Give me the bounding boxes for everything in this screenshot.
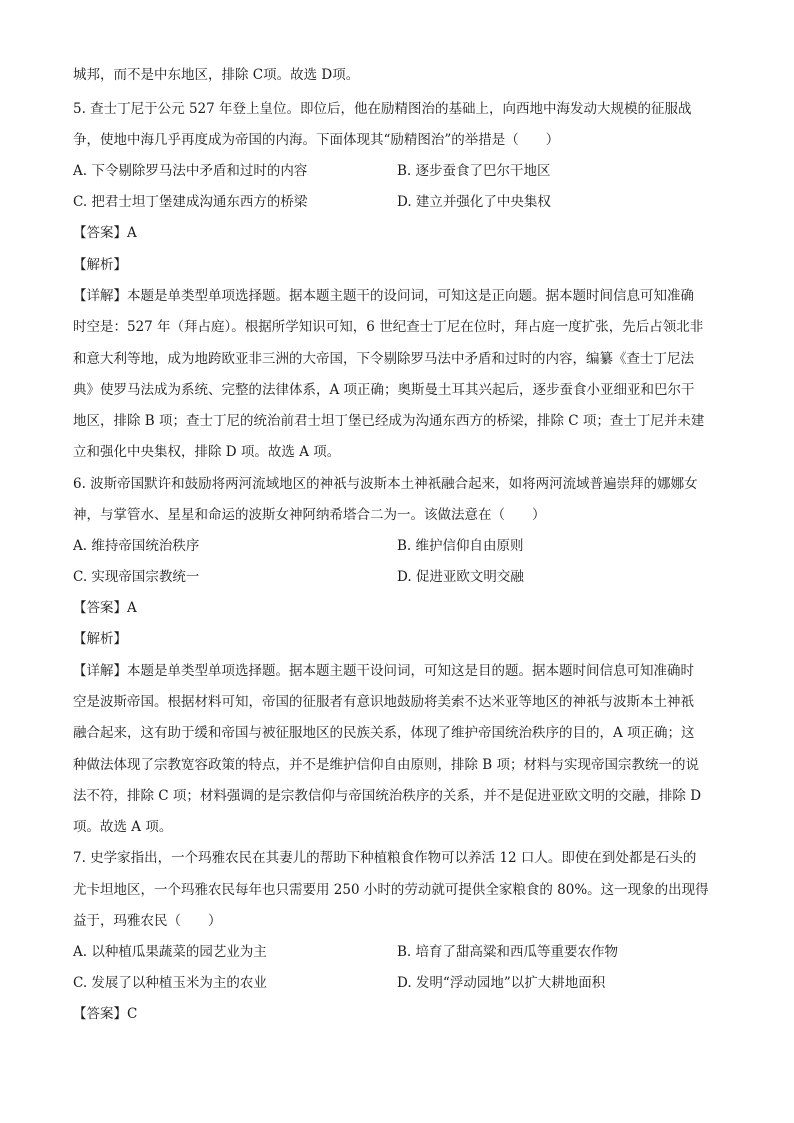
q6-option-c: C. 实现帝国宗教统一 — [73, 569, 200, 585]
q5-option-b: B. 逐步蚕食了巴尔干地区 — [397, 163, 551, 179]
q6-detail-line-5: 法不符，排除 C 项；材料强调的是宗教信仰与帝国统治秩序的关系，并不是促进亚欧文明的交融，排除 D — [73, 788, 702, 804]
q5-detail-line-1: 【详解】本题是单类型单项选择题。据本题主题干的设问词，可知这是正向题。据本题时间信息可知准确 — [73, 288, 694, 304]
q6-option-b: B. 维护信仰自由原则 — [397, 538, 524, 554]
q6-option-a: A. 维持帝国统治秩序 — [73, 538, 200, 554]
q6-detail-line-2: 空是波斯帝国。根据材料可知，帝国的征服者有意识地鼓励将美索不达米亚等地区的神祇与波斯本土神祇 — [73, 694, 694, 710]
q7-option-a: A. 以种植瓜果蔬菜的园艺业为主 — [73, 944, 267, 960]
q6-analysis-heading: 【解析】 — [73, 631, 127, 647]
q5-detail-line-4: 典》使罗马法成为系统、完整的法律体系，A 项正确；奥斯曼土耳其兴起后，逐步蚕食小亚细亚和巴尔干 — [73, 382, 695, 398]
q4-analysis-tail: 城邦，而不是中东地区，排除 C项。故选 D项。 — [73, 67, 360, 83]
q7-stem-line-1: 7. 史学家指出，一个玛雅农民在其妻儿的帮助下种植粮食作物可以养活 12 口人。即使在到处都是石头的 — [73, 850, 697, 866]
q6-detail-line-4: 种做法体现了宗教宽容政策的特点，并不是维护信仰自由原则，排除 B 项；材料与实现帝国宗教统一的说 — [73, 757, 700, 773]
q7-option-c: C. 发展了以种植玉米为主的农业 — [73, 975, 267, 991]
q6-detail-line-1: 【详解】本题是单类型单项选择题。据本题主题干设问词，可知这是目的题。据本题时间信息可知准确时 — [73, 663, 694, 679]
q6-stem-line-2: 神，与掌管水、星星和命运的波斯女神阿纳希塔合二为一。该做法意在（ ） — [73, 507, 546, 523]
q5-stem-line-1: 5. 查士丁尼于公元 527 年登上皇位。即位后，他在励精图治的基础上，向西地中海发动大规模的征服战 — [73, 101, 692, 117]
q7-answer: 【答案】C — [73, 1006, 138, 1022]
q5-option-d: D. 建立并强化了中央集权 — [397, 194, 551, 210]
q5-detail-line-3: 和意大利等地，成为地跨欧亚非三洲的大帝国，下令剔除罗马法中矛盾和过时的内容，编纂《查士丁尼法 — [73, 351, 694, 367]
q6-detail-line-6: 项。故选 A 项。 — [73, 819, 173, 835]
q5-option-a: A. 下令剔除罗马法中矛盾和过时的内容 — [73, 163, 308, 179]
q6-detail-line-3: 融合起来，这有助于缓和帝国与被征服地区的民族关系，体现了维护帝国统治秩序的目的，A 项正确；这 — [73, 725, 695, 741]
q7-option-d: D. 发明“浮动园地”以扩大耕地面积 — [397, 975, 606, 991]
q6-option-d: D. 促进亚欧文明交融 — [397, 569, 524, 585]
q5-option-c: C. 把君士坦丁堡建成沟通东西方的桥梁 — [73, 194, 308, 210]
q7-stem-line-2: 尤卡坦地区，一个玛雅农民每年也只需要用 250 小时的劳动就可提供全家粮食的 80%。这一现象的出现得 — [73, 882, 709, 898]
q5-analysis-heading: 【解析】 — [73, 257, 127, 273]
q5-detail-line-5: 地区，排除 B 项；查士丁尼的统治前君士坦丁堡已经成为沟通东西方的桥梁，排除 C 项；查士丁尼并未建 — [73, 413, 705, 429]
q5-stem-line-2: 争，使地中海几乎再度成为帝国的内海。下面体现其“励精图治”的举措是（ ） — [73, 132, 560, 148]
q6-answer: 【答案】A — [73, 600, 137, 616]
q5-answer: 【答案】A — [73, 225, 137, 241]
q5-detail-line-2: 时空是：527 年（拜占庭）。根据所学知识可知，6 世纪查士丁尼在位时，拜占庭一度扩张，先后占领北非 — [73, 319, 704, 335]
q7-option-b: B. 培育了甜高粱和西瓜等重要农作物 — [397, 944, 619, 960]
q7-stem-line-3: 益于，玛雅农民（ ） — [73, 913, 222, 929]
q5-detail-line-6: 立和强化中央集权，排除 D 项。故选 A 项。 — [73, 444, 341, 460]
q6-stem-line-1: 6. 波斯帝国默许和鼓励将两河流域地区的神祇与波斯本土神祇融合起来，如将两河流域普遍崇拜的娜娜女 — [73, 476, 698, 492]
